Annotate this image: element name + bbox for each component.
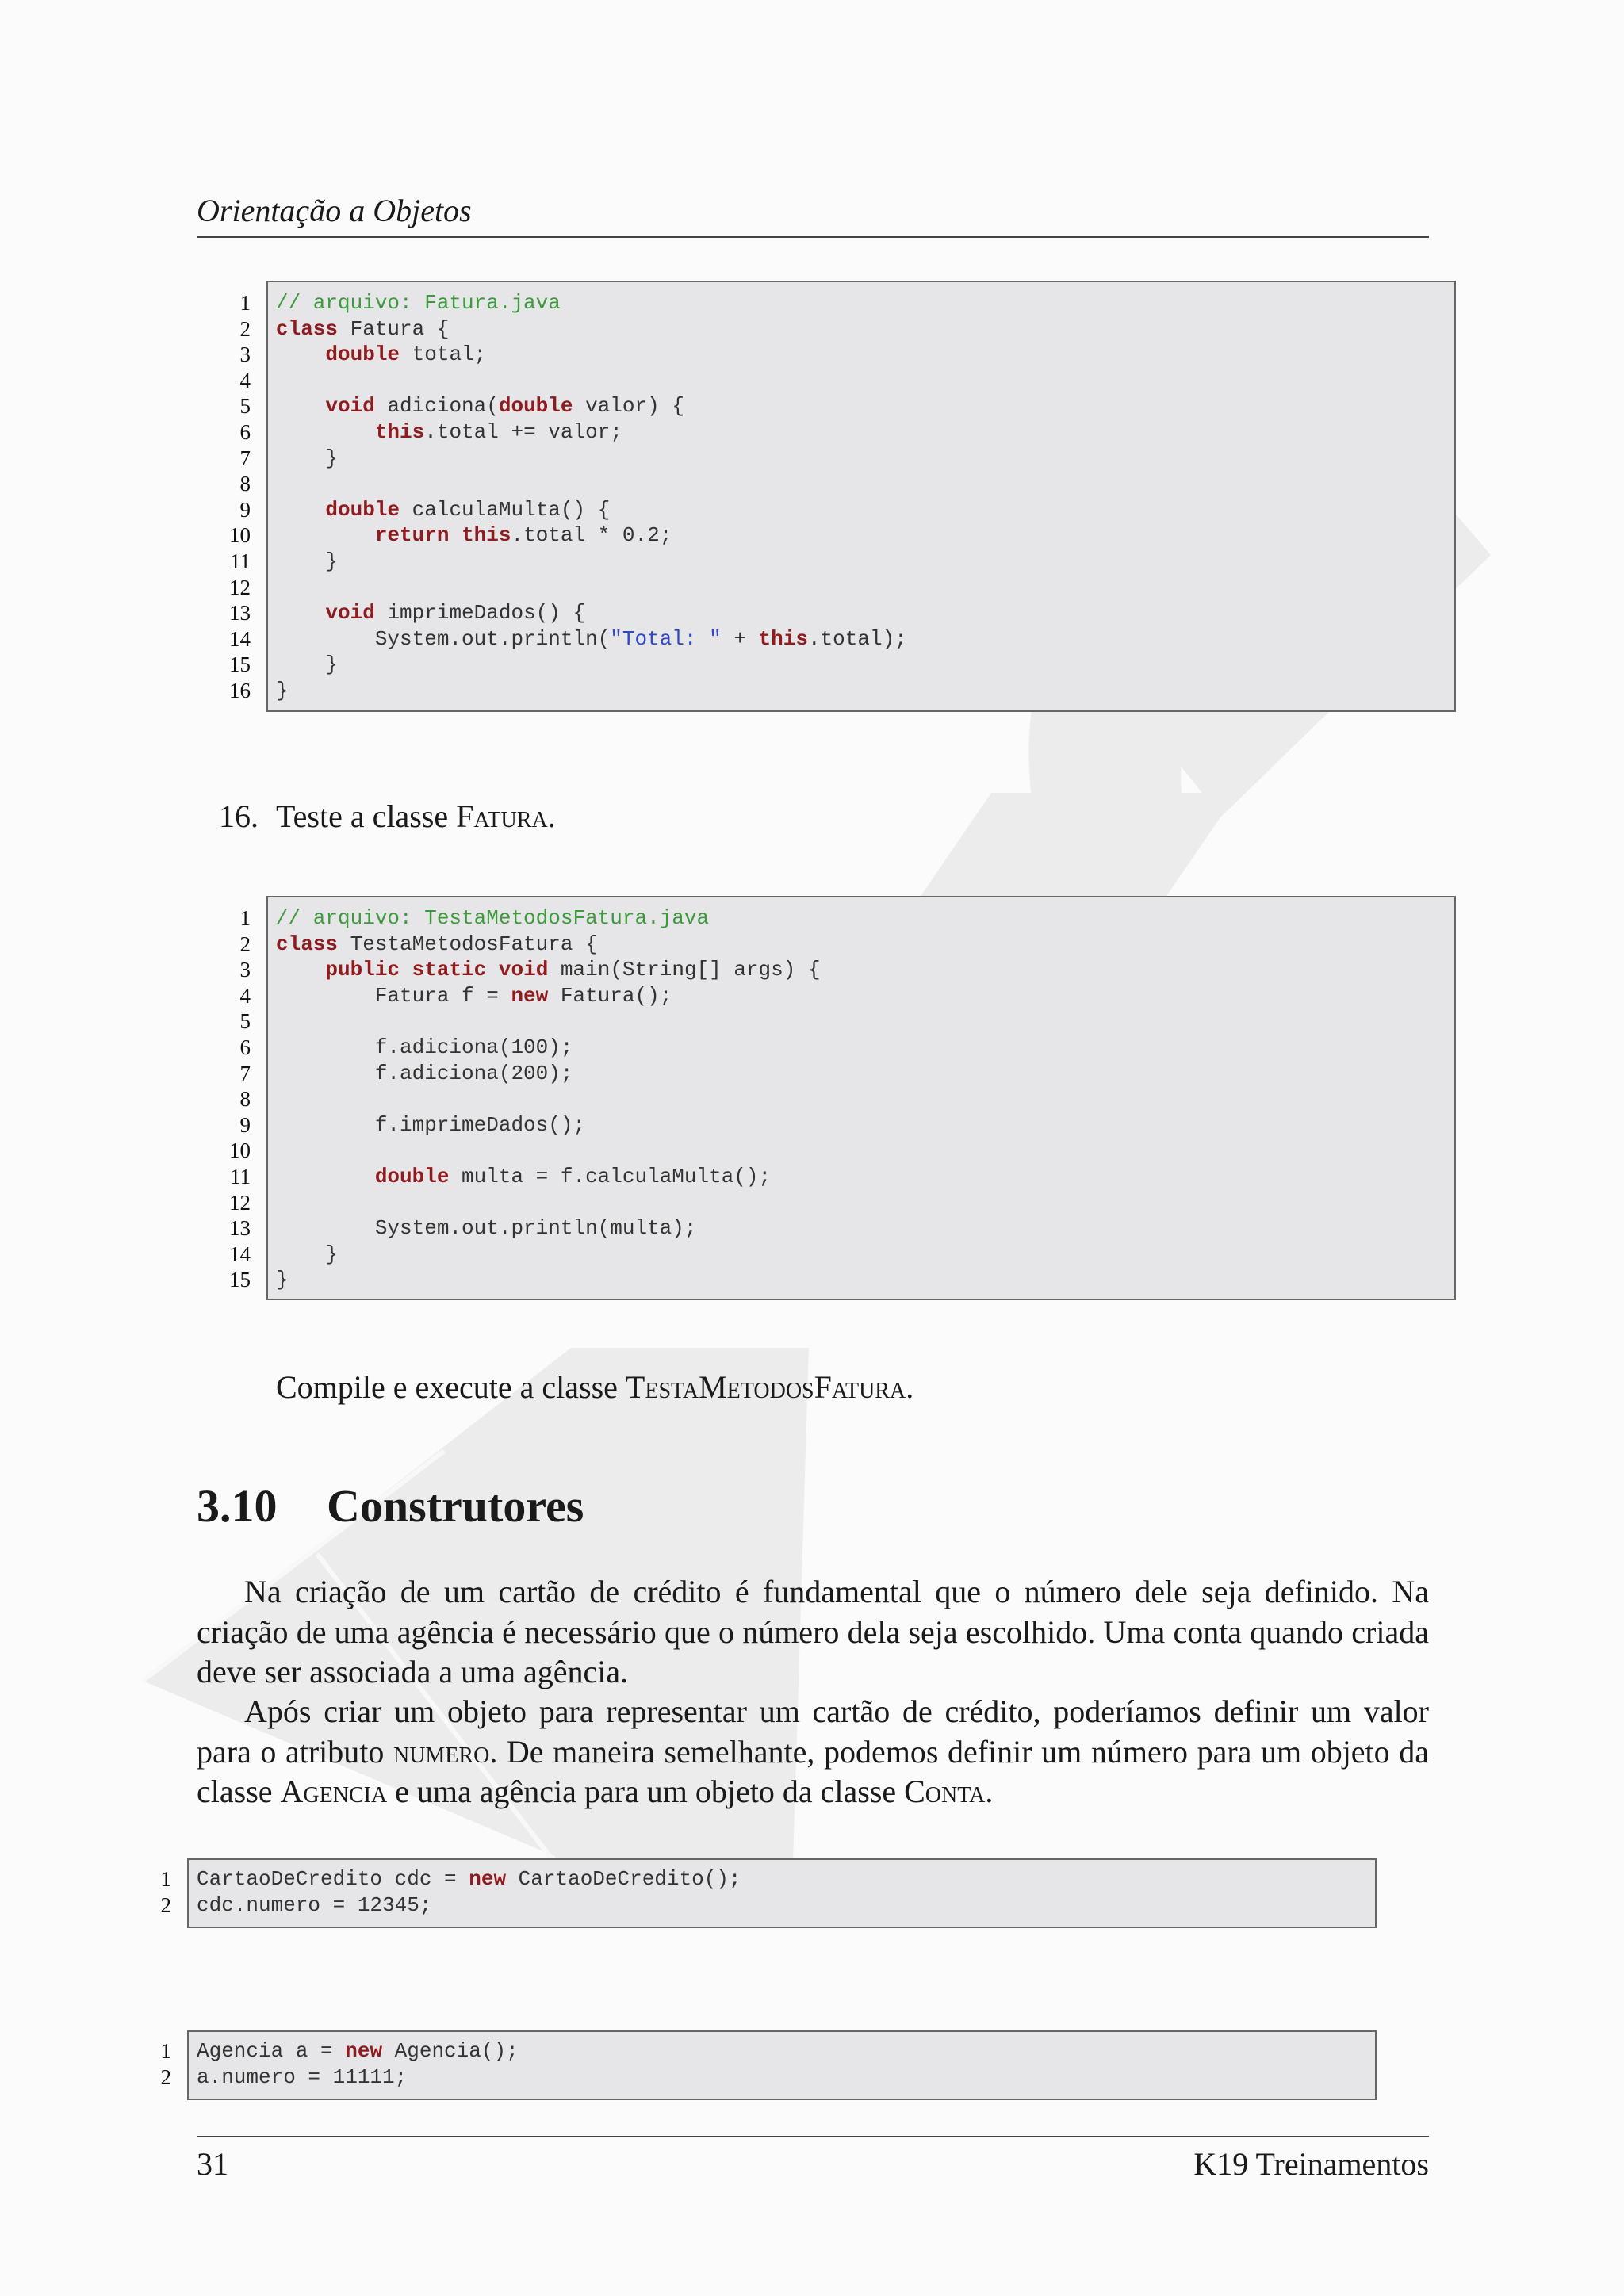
line-number: 12 — [229, 575, 251, 599]
code-text: CartaoDeCredito cdc = — [197, 1867, 469, 1891]
code-text: Agencia a = — [197, 2039, 346, 2063]
line-number: 1 — [160, 2039, 171, 2063]
line-number: 1 — [239, 906, 251, 930]
class-name: Agencia — [280, 1774, 388, 1809]
code-text: f.adiciona(100); — [276, 1035, 573, 1059]
code-line — [276, 1215, 1454, 1242]
keyword: new — [345, 2039, 383, 2063]
code-text: main(String[] args) { — [548, 958, 821, 982]
code-text: CartaoDeCredito(); — [506, 1867, 741, 1891]
running-head: Orientação a Objetos — [197, 189, 1429, 238]
line-number: 8 — [239, 472, 251, 496]
code-line — [276, 1008, 1454, 1035]
keyword: void — [325, 601, 375, 626]
paragraph-1: Na criação de um cartão de crédito é fundamental que o número dele seja definido. Na criação de uma agência é necessário que o número dela seja escolhido. Uma conta quando criada deve ser associada a uma agência. — [197, 1574, 1429, 1689]
code-line — [276, 905, 1454, 932]
keyword: this — [462, 523, 511, 548]
code-line — [276, 957, 1454, 983]
code-line — [276, 1164, 1454, 1190]
footer-rule — [197, 2136, 1429, 2137]
keyword: void — [325, 394, 375, 419]
class-name: Fatura — [456, 798, 548, 834]
code-text: valor) { — [573, 394, 684, 419]
code-text — [276, 523, 375, 547]
code-line — [276, 1035, 1454, 1061]
code-line — [197, 2038, 1375, 2064]
line-number: 10 — [229, 1138, 251, 1163]
code-line — [276, 626, 1454, 652]
code-text: Fatura f = — [276, 983, 511, 1008]
line-number: 11 — [230, 549, 251, 573]
keyword: double — [325, 342, 400, 367]
code-text: } — [276, 1242, 339, 1266]
paragraph-2: Após criar um objeto para representar um cartão de crédito, poderíamos definir um valor para o atributo numero. De maneira semelhante, podemos definir um número para um objeto da classe Agencia e uma agência para um objeto da classe Conta. — [197, 1693, 1430, 1809]
code-line — [276, 1190, 1454, 1216]
line-number: 6 — [239, 1035, 251, 1059]
line-numbers — [147, 1858, 171, 1918]
code-text: imprimeDados() { — [374, 601, 586, 626]
code-text: total; — [400, 342, 487, 367]
code-line — [197, 2064, 1375, 2091]
code-box — [187, 2030, 1377, 2100]
code-box — [266, 896, 1456, 1300]
code-text: adiciona( — [374, 394, 499, 419]
code-text — [276, 1165, 375, 1188]
code-line — [197, 1866, 1375, 1892]
line-number: 12 — [229, 1190, 251, 1215]
code-text: } — [276, 678, 289, 702]
code-text: TestaMetodosFatura { — [338, 932, 598, 956]
code-text: .total); — [807, 626, 907, 651]
compile-instruction: Compile e execute a classe TestaMetodosFatura. — [276, 1369, 914, 1405]
line-number: 13 — [229, 1216, 251, 1241]
line-number: 16 — [229, 678, 251, 702]
code-text: } — [276, 1268, 289, 1292]
code-line — [276, 932, 1454, 958]
line-numbers — [213, 281, 251, 704]
code-line — [276, 549, 1454, 575]
code-text — [276, 342, 325, 366]
code-line — [276, 393, 1454, 419]
code-text: + — [721, 626, 759, 651]
line-number: 4 — [239, 983, 251, 1008]
line-number: 14 — [229, 626, 251, 651]
code-line — [276, 368, 1454, 394]
code-text — [400, 958, 412, 982]
code-text: Fatura { — [338, 316, 450, 341]
code-line — [276, 652, 1454, 678]
code-line — [276, 1267, 1454, 1293]
code-text: } — [276, 549, 339, 573]
code-box — [266, 281, 1456, 712]
line-numbers — [213, 896, 251, 1293]
attribute-name: numero — [393, 1733, 490, 1770]
keyword: new — [469, 1867, 507, 1891]
line-number: 9 — [239, 1112, 251, 1137]
code-line — [276, 1086, 1454, 1112]
page-number: 31 — [197, 2146, 228, 2182]
code-line — [276, 497, 1454, 523]
keyword: class — [276, 932, 339, 956]
line-number: 9 — [239, 497, 251, 522]
code-text: calculaMulta() { — [400, 497, 611, 522]
code-line — [276, 1061, 1454, 1087]
section-heading — [197, 1475, 584, 1538]
keyword: this — [374, 419, 425, 444]
line-number: 4 — [239, 368, 251, 392]
code-text — [276, 601, 325, 625]
section-title: Construtores — [327, 1480, 584, 1532]
line-number: 2 — [239, 932, 251, 956]
code-text: f.adiciona(200); — [276, 1061, 573, 1085]
code-line — [276, 1138, 1454, 1164]
code-text — [276, 958, 325, 982]
line-number: 7 — [239, 446, 251, 470]
code-text: } — [276, 652, 339, 677]
item-number: 16. — [219, 798, 259, 834]
code-line — [276, 419, 1454, 446]
keyword: return — [374, 523, 450, 548]
code-line — [276, 1242, 1454, 1268]
keyword: double — [325, 497, 400, 522]
code-line — [276, 522, 1454, 549]
line-number: 14 — [229, 1242, 251, 1266]
code-line — [276, 290, 1454, 316]
item-text: Teste a classe Fatura. — [276, 798, 556, 834]
code-text — [276, 394, 325, 418]
code-line — [276, 342, 1454, 368]
line-number: 5 — [239, 394, 251, 419]
line-number: 3 — [239, 958, 251, 982]
line-number: 15 — [229, 652, 251, 677]
code-text — [276, 498, 325, 522]
keyword: this — [758, 626, 808, 651]
code-text — [486, 958, 499, 982]
code-text: System.out.println(multa); — [276, 1216, 697, 1241]
exercise-item-16 — [219, 793, 556, 840]
code-text — [449, 523, 462, 547]
line-number: 5 — [239, 1009, 251, 1034]
line-numbers — [147, 2030, 171, 2090]
code-text: System.out.println( — [276, 626, 611, 651]
code-text: .total += valor; — [424, 419, 622, 444]
keyword: double — [498, 394, 573, 419]
keyword: class — [276, 316, 339, 341]
section-number: 3.10 — [197, 1480, 278, 1532]
code-line — [276, 575, 1454, 601]
line-number: 11 — [230, 1164, 251, 1188]
code-line — [276, 678, 1454, 704]
code-line — [276, 446, 1454, 472]
keyword: new — [511, 983, 549, 1008]
code-text: } — [276, 446, 339, 470]
code-text — [276, 420, 375, 444]
keyword: void — [498, 958, 549, 982]
code-text: .total * 0.2; — [511, 523, 672, 548]
code-text: cdc.numero = 12345; — [197, 1892, 432, 1917]
page-footer — [197, 2142, 1429, 2187]
keyword: public — [325, 958, 400, 982]
code-text: multa = f.calculaMulta(); — [449, 1164, 772, 1188]
line-number: 10 — [229, 523, 251, 548]
publisher: K19 Treinamentos — [1193, 2146, 1429, 2182]
code-text: Agencia(); — [382, 2039, 519, 2063]
comment: // arquivo: Fatura.java — [276, 291, 561, 315]
class-name: TestaMetodosFatura — [625, 1369, 906, 1405]
line-number: 13 — [229, 601, 251, 626]
line-number: 2 — [160, 2064, 171, 2089]
class-name: Conta — [904, 1774, 986, 1809]
code-line — [276, 1112, 1454, 1138]
code-text: a.numero = 11111; — [197, 2064, 408, 2089]
line-number: 1 — [160, 1867, 171, 1891]
comment: // arquivo: TestaMetodosFatura.java — [276, 906, 710, 930]
line-number: 2 — [239, 316, 251, 341]
line-number: 6 — [239, 419, 251, 444]
code-line — [276, 600, 1454, 626]
line-number: 8 — [239, 1087, 251, 1112]
line-number: 3 — [239, 342, 251, 367]
code-line — [276, 983, 1454, 1009]
code-box — [187, 1858, 1377, 1928]
line-number: 15 — [229, 1268, 251, 1292]
keyword: double — [374, 1164, 450, 1188]
code-line — [197, 1892, 1375, 1919]
line-number: 7 — [239, 1061, 251, 1085]
keyword: static — [412, 958, 487, 982]
code-line — [276, 316, 1454, 342]
line-number: 1 — [239, 291, 251, 315]
line-number: 2 — [160, 1892, 171, 1917]
code-text: f.imprimeDados(); — [276, 1112, 586, 1137]
code-line — [276, 471, 1454, 497]
string-literal: "Total: " — [610, 626, 722, 651]
code-text: Fatura(); — [548, 983, 672, 1008]
